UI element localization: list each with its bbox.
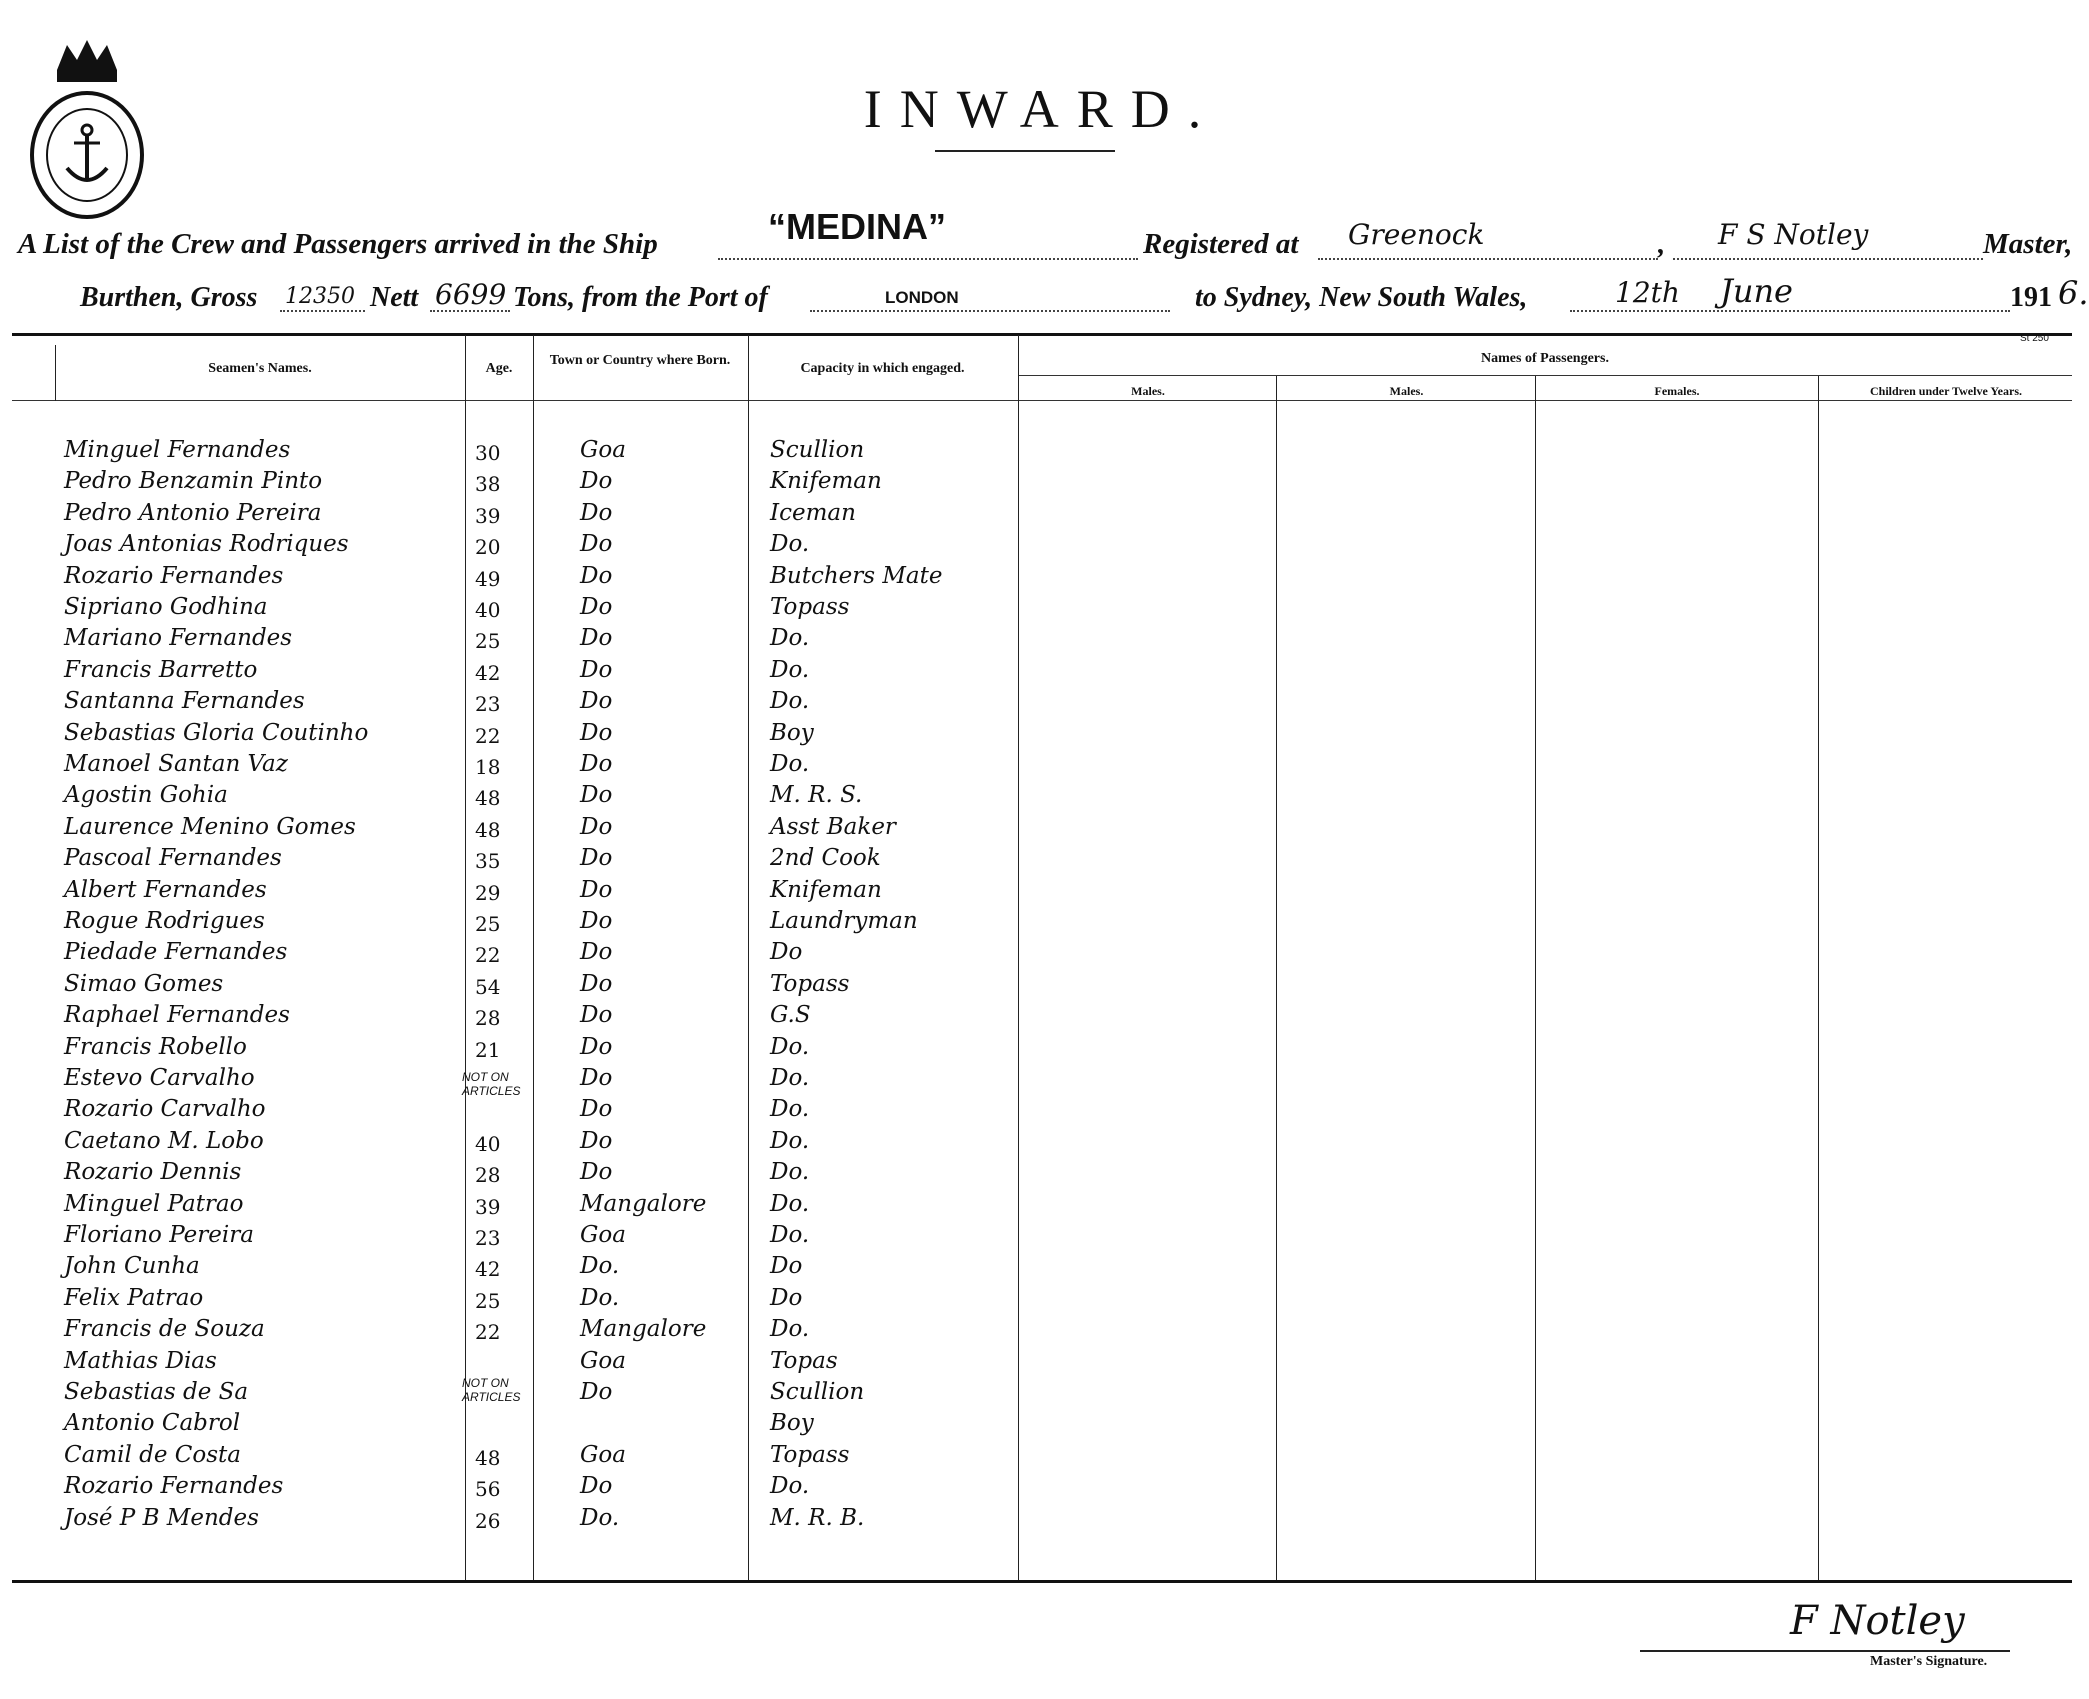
seaman-age: 23 xyxy=(475,692,501,717)
seaman-capacity: Laundryman xyxy=(770,908,918,934)
seaman-capacity: Do. xyxy=(770,1473,810,1500)
nett-label: Nett xyxy=(370,282,419,313)
table-row xyxy=(0,1285,1000,1316)
ship-dotted-line xyxy=(718,258,1138,260)
seaman-birthplace: Mangalore xyxy=(580,1316,707,1343)
seaman-age: 40 xyxy=(475,1131,501,1156)
to-label: to Sydney, New South Wales, xyxy=(1195,282,1528,313)
seaman-capacity: Topass xyxy=(770,970,850,997)
registered-label: Registered at xyxy=(1143,228,1299,260)
seaman-name: José P B Mendes xyxy=(64,1504,259,1531)
table-row xyxy=(0,908,1000,939)
seaman-name: Francis de Souza xyxy=(64,1316,265,1343)
table-row xyxy=(0,877,1000,908)
table-row xyxy=(0,1222,1000,1253)
seaman-name: Felix Patrao xyxy=(64,1284,204,1311)
port-dotted-line xyxy=(810,310,1170,312)
note-not-on-articles-2 xyxy=(462,1376,532,1404)
seaman-birthplace: Do xyxy=(580,656,613,683)
arrival-day: 12th xyxy=(1615,276,1680,309)
seaman-birthplace: Do xyxy=(580,1096,613,1123)
seaman-age: 48 xyxy=(475,817,501,842)
seaman-name: Francis Barretto xyxy=(64,656,258,683)
col-header-born: Town or Country where Born. xyxy=(549,353,731,368)
nett-value: 6699 xyxy=(435,278,507,311)
seaman-birthplace: Do xyxy=(580,719,613,746)
seaman-capacity: Knifeman xyxy=(770,876,882,903)
header-line-1 xyxy=(18,206,2078,261)
seaman-birthplace: Mangalore xyxy=(580,1190,707,1217)
seaman-age: 49 xyxy=(475,566,501,591)
seaman-birthplace: Do xyxy=(580,782,613,809)
table-row xyxy=(0,1159,1000,1190)
seaman-capacity: Do. xyxy=(770,1096,810,1123)
seaman-name: Sebastias Gloria Coutinho xyxy=(64,719,369,746)
seaman-age: 35 xyxy=(475,849,501,874)
page-title: INWARD. xyxy=(863,79,1220,139)
seaman-birthplace: Do. xyxy=(580,1284,620,1311)
seaman-name: Estevo Carvalho xyxy=(64,1065,255,1091)
seaman-birthplace: Do xyxy=(580,468,613,495)
seaman-birthplace: Goa xyxy=(580,1441,626,1468)
seaman-age: 25 xyxy=(475,629,501,654)
master-label: Master, xyxy=(1983,228,2073,260)
col-header-females: Females. xyxy=(1654,384,1700,398)
header-line-2 xyxy=(80,272,2089,314)
col-line-7 xyxy=(1818,376,1819,1580)
seaman-name: Floriano Pereira xyxy=(64,1222,254,1248)
gross-dotted-line xyxy=(280,310,365,312)
arrival-month: June xyxy=(1720,272,1793,310)
seaman-age: 38 xyxy=(475,472,501,497)
registered-dotted-line xyxy=(1318,258,1658,260)
note-text-1: NOT ON ARTICLES xyxy=(462,1070,521,1098)
seaman-age: 25 xyxy=(475,912,501,936)
seaman-name: Pedro Benzamin Pinto xyxy=(64,468,323,495)
seaman-name: Sebastias de Sa xyxy=(64,1379,249,1405)
seaman-name: John Cunha xyxy=(64,1253,200,1280)
seaman-birthplace: Do xyxy=(580,1379,613,1405)
col-line-5 xyxy=(1276,376,1277,1580)
col-header-age: Age. xyxy=(485,361,513,376)
seaman-name: Joas Antonias Rodriques xyxy=(64,531,349,558)
seaman-age: 42 xyxy=(475,660,501,685)
seaman-birthplace: Do xyxy=(580,1473,613,1500)
table-row xyxy=(0,1316,1000,1347)
col-line-0 xyxy=(55,345,56,401)
col-header-passengers: Names of Passengers. xyxy=(1481,351,1609,366)
seaman-age: 42 xyxy=(475,1257,501,1282)
seaman-capacity: Do. xyxy=(770,656,810,683)
seaman-name: Caetano M. Lobo xyxy=(64,1127,264,1154)
table-row xyxy=(0,939,1000,970)
seaman-birthplace: Do xyxy=(580,625,613,652)
table-row xyxy=(0,688,1000,719)
seaman-birthplace: Do xyxy=(580,908,613,934)
burthen-label: Burthen, Gross xyxy=(80,282,258,313)
col-header-males-2: Males. xyxy=(1389,384,1424,398)
seaman-age: 26 xyxy=(475,1508,501,1533)
table-row xyxy=(0,468,1000,499)
table-row xyxy=(0,814,1000,845)
seaman-capacity: Do. xyxy=(770,1316,810,1343)
ship-name: “MEDINA” xyxy=(768,206,946,247)
seaman-name: Santanna Fernandes xyxy=(64,688,305,715)
seaman-capacity: 2nd Cook xyxy=(770,845,881,872)
table-row xyxy=(0,594,1000,625)
seaman-name: Rozario Fernandes xyxy=(64,562,284,589)
seaman-age: 54 xyxy=(475,974,501,999)
seaman-birthplace: Do xyxy=(580,751,613,777)
seaman-capacity: Do. xyxy=(770,1065,810,1091)
title-rule xyxy=(935,150,1115,152)
seaman-capacity: G.S xyxy=(770,1002,811,1029)
year-suffix: 6. xyxy=(2058,274,2089,312)
table-row xyxy=(0,625,1000,656)
seaman-birthplace: Do. xyxy=(580,1504,620,1531)
seaman-capacity: Iceman xyxy=(770,499,856,526)
seaman-age: 29 xyxy=(475,880,501,905)
seaman-age: 28 xyxy=(475,1006,501,1031)
form-code: St 250 xyxy=(2020,333,2049,344)
master-signature: F Notley xyxy=(1790,1598,1965,1644)
seaman-name: Simao Gomes xyxy=(64,970,224,997)
seaman-name: Laurence Menino Gomes xyxy=(64,813,356,840)
table-bottom-rule xyxy=(12,1580,2072,1583)
passengers-subrule xyxy=(1018,375,2072,376)
seaman-name: Rozario Dennis xyxy=(64,1159,242,1186)
seaman-capacity: M. R. B. xyxy=(770,1504,865,1531)
year-prefix: 191 xyxy=(2010,282,2052,313)
seaman-age: 48 xyxy=(475,786,501,811)
col-header-capacity: Capacity in which engaged. xyxy=(800,361,965,376)
table-row xyxy=(0,657,1000,688)
seaman-name: Rogue Rodrigues xyxy=(64,908,265,934)
seaman-name: Minguel Patrao xyxy=(64,1190,244,1217)
seaman-capacity: Do xyxy=(770,939,803,966)
table-row xyxy=(0,500,1000,531)
seaman-birthplace: Do xyxy=(580,845,613,872)
table-row xyxy=(0,1505,1000,1536)
gross-value: 12350 xyxy=(285,284,355,309)
table-row xyxy=(0,845,1000,876)
table-row xyxy=(0,1096,1000,1127)
comma: , xyxy=(1658,228,1666,260)
table-row xyxy=(0,1128,1000,1159)
seaman-birthplace: Do xyxy=(580,499,613,526)
seaman-age: 23 xyxy=(475,1226,501,1250)
table-row xyxy=(0,1473,1000,1504)
seaman-name: Francis Robello xyxy=(64,1033,247,1060)
master-dotted-line xyxy=(1673,258,1983,260)
seaman-capacity: Scullion xyxy=(770,437,865,463)
seaman-name: Rozario Carvalho xyxy=(64,1096,266,1123)
tons-label: Tons, from the Port of xyxy=(513,282,768,313)
seaman-birthplace: Do xyxy=(580,1002,613,1029)
seaman-name: Sipriano Godhina xyxy=(64,594,268,620)
seaman-age: 22 xyxy=(475,943,501,968)
table-row xyxy=(0,563,1000,594)
seaman-age: 20 xyxy=(475,535,501,560)
seaman-capacity: Do xyxy=(770,1284,803,1311)
master-name: F S Notley xyxy=(1718,218,1869,251)
seaman-age: 56 xyxy=(475,1477,501,1502)
table-row xyxy=(0,1442,1000,1473)
seaman-name: Minguel Fernandes xyxy=(64,437,291,463)
table-row xyxy=(0,782,1000,813)
seaman-birthplace: Goa xyxy=(580,437,626,463)
seaman-birthplace: Do xyxy=(580,1127,613,1154)
seaman-name: Rozario Fernandes xyxy=(64,1473,284,1500)
seaman-name: Camil de Costa xyxy=(64,1441,241,1468)
seaman-capacity: Do. xyxy=(770,1159,810,1186)
seaman-age: 18 xyxy=(475,755,501,779)
nett-dotted-line xyxy=(430,310,510,312)
seaman-capacity: Topass xyxy=(770,1441,850,1468)
table-row xyxy=(0,1191,1000,1222)
table-top-rule xyxy=(12,333,2072,336)
table-row xyxy=(0,971,1000,1002)
seaman-age: 21 xyxy=(475,1037,501,1062)
seaman-birthplace: Do xyxy=(580,1159,613,1186)
seaman-capacity: Topass xyxy=(770,594,850,620)
table-row xyxy=(0,1253,1000,1284)
seaman-capacity: Do. xyxy=(770,1190,810,1217)
seaman-birthplace: Do xyxy=(580,1065,613,1091)
seaman-name: Manoel Santan Vaz xyxy=(64,751,288,777)
seaman-capacity: Boy xyxy=(770,1410,814,1437)
seaman-capacity: Do. xyxy=(770,531,810,558)
seaman-capacity: Knifeman xyxy=(770,468,882,495)
table-row xyxy=(0,720,1000,751)
seaman-age: 28 xyxy=(475,1163,501,1188)
col-line-4 xyxy=(1018,335,1019,1580)
seaman-birthplace: Do xyxy=(580,562,613,589)
seaman-name: Piedade Fernandes xyxy=(64,939,288,966)
table-row xyxy=(0,1410,1000,1441)
port-value: LONDON xyxy=(885,288,959,307)
table-row xyxy=(0,1002,1000,1033)
date-dotted-line xyxy=(1570,310,2010,312)
seaman-birthplace: Goa xyxy=(580,1347,626,1374)
note-text-2: NOT ON ARTICLES xyxy=(462,1376,521,1404)
seaman-birthplace: Do xyxy=(580,594,613,620)
line1-prefix: A List of the Crew and Passengers arrived in the Ship xyxy=(18,228,658,260)
col-header-names: Seamen's Names. xyxy=(208,361,312,376)
table-row xyxy=(0,437,1000,468)
seaman-capacity: Do. xyxy=(770,1127,810,1154)
seaman-name: Antonio Cabrol xyxy=(64,1410,241,1437)
seaman-capacity: Do xyxy=(770,1253,803,1280)
seaman-capacity: Topas xyxy=(770,1347,838,1374)
table-header-rule xyxy=(12,400,2072,401)
col-line-6 xyxy=(1535,376,1536,1580)
table-row xyxy=(0,751,1000,782)
registered-at: Greenock xyxy=(1348,218,1485,251)
table-row xyxy=(0,531,1000,562)
seaman-age: 30 xyxy=(475,441,501,465)
seaman-birthplace: Do xyxy=(580,876,613,903)
signature-rule xyxy=(1640,1650,2010,1652)
seaman-name: Albert Fernandes xyxy=(64,876,267,903)
seaman-capacity: Do. xyxy=(770,625,810,652)
col-header-males-1: Males. xyxy=(1131,384,1165,398)
seaman-capacity: Do. xyxy=(770,1033,810,1060)
seaman-birthplace: Do xyxy=(580,939,613,966)
note-not-on-articles-1 xyxy=(462,1070,532,1098)
seaman-birthplace: Goa xyxy=(580,1222,626,1248)
seaman-birthplace: Do xyxy=(580,970,613,997)
seaman-capacity: Do. xyxy=(770,751,810,777)
seaman-birthplace: Do. xyxy=(580,1253,620,1280)
seaman-capacity: Do. xyxy=(770,1222,810,1248)
table-row xyxy=(0,1034,1000,1065)
seaman-capacity: Do. xyxy=(770,688,810,715)
seaman-capacity: Asst Baker xyxy=(770,813,896,840)
seaman-age: 39 xyxy=(475,1194,501,1219)
seaman-name: Mariano Fernandes xyxy=(64,625,293,652)
seaman-name: Pedro Antonio Pereira xyxy=(64,499,322,526)
seaman-capacity: M. R. S. xyxy=(770,782,863,809)
seaman-age: 25 xyxy=(475,1288,501,1313)
seaman-age: 48 xyxy=(475,1445,501,1470)
seaman-name: Pascoal Fernandes xyxy=(64,845,282,872)
seaman-capacity: Boy xyxy=(770,719,814,746)
seaman-age: 22 xyxy=(475,1320,501,1345)
seaman-birthplace: Do xyxy=(580,813,613,840)
seaman-capacity: Butchers Mate xyxy=(770,562,943,589)
seaman-birthplace: Do xyxy=(580,1033,613,1060)
seaman-birthplace: Do xyxy=(580,531,613,558)
seaman-age: 39 xyxy=(475,503,501,528)
seaman-age: 40 xyxy=(475,598,501,622)
signature-label: Master's Signature. xyxy=(1870,1654,1988,1669)
seaman-name: Raphael Fernandes xyxy=(64,1002,290,1029)
seaman-name: Agostin Gohia xyxy=(64,782,228,809)
seaman-capacity: Scullion xyxy=(770,1379,865,1405)
seaman-birthplace: Do xyxy=(580,688,613,715)
table-row xyxy=(0,1348,1000,1379)
col-header-children: Children under Twelve Years. xyxy=(1869,384,2022,398)
seaman-name: Mathias Dias xyxy=(64,1347,217,1374)
seaman-age: 22 xyxy=(475,723,501,748)
